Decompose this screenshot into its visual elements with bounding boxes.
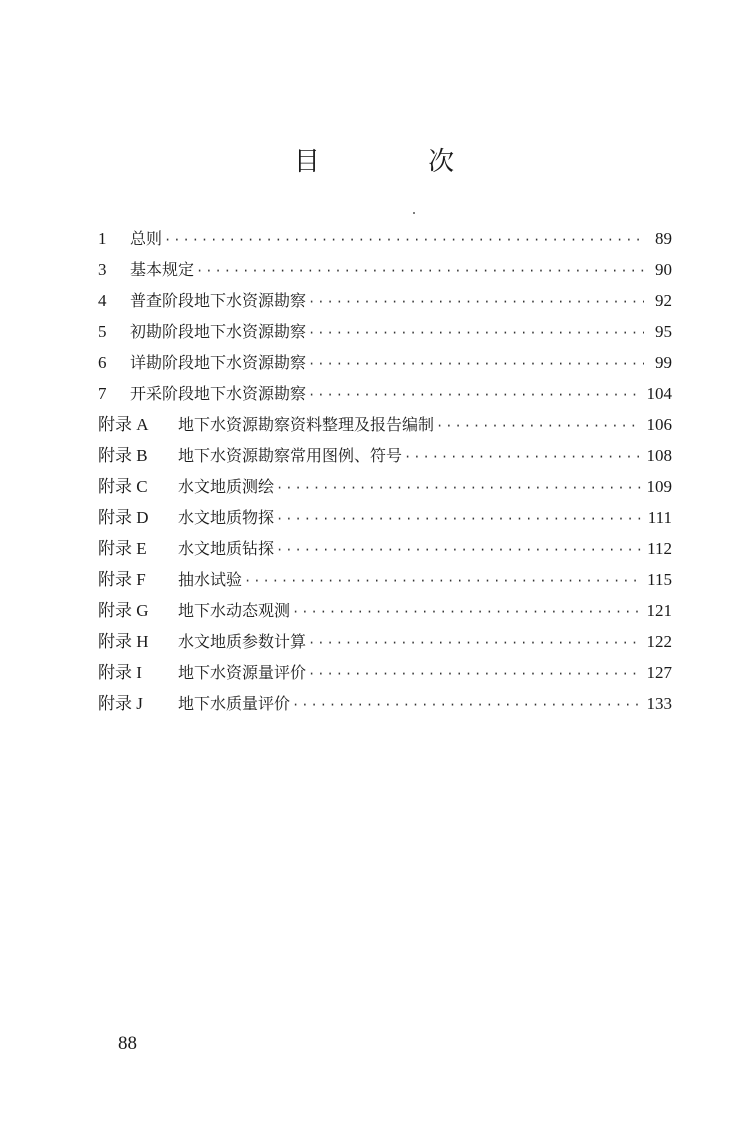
toc-entry-title: 详勘阶段地下水资源勘察 [130,353,307,372]
toc-entry-page: 92 [655,291,672,310]
toc-dot-leader [308,628,640,659]
toc-entry-page: 90 [655,260,672,279]
toc-entry[interactable] [98,657,672,688]
toc-entry-number: 附录 H [98,632,149,651]
toc-entry-page: 115 [647,570,672,589]
toc-entry-title: 地下水质量评价 [178,694,291,713]
toc-entry-title: 开采阶段地下水资源勘察 [130,384,307,403]
toc-dot-leader [292,690,640,721]
toc-entry-number: 附录 E [98,539,147,558]
toc-entry-page: 108 [646,446,672,465]
toc-entry-number: 附录 D [98,508,149,527]
toc-entry-page: 133 [646,694,672,713]
toc-entry[interactable] [98,316,672,347]
toc-dot-leader [276,535,641,566]
toc-entry[interactable] [98,285,672,316]
toc-entry-page: 89 [655,229,672,248]
toc-entry-number: 附录 B [98,446,148,465]
toc-dot-leader [196,256,644,287]
toc-dot-leader [308,287,644,318]
toc-entry[interactable] [98,564,672,595]
toc-entry-title: 水文地质物探 [178,508,275,527]
toc-entry[interactable] [98,223,672,254]
toc-entry[interactable] [98,254,672,285]
toc-entry-title: 地下水资源量评价 [178,663,307,682]
toc-entry-number: 6 [98,353,107,372]
table-of-contents [98,223,672,719]
toc-entry-title: 水文地质测绘 [178,477,275,496]
toc-dot-leader [276,504,642,535]
toc-dot-leader [244,566,641,597]
toc-entry-title: 基本规定 [130,260,195,279]
toc-entry-number: 附录 C [98,477,148,496]
toc-entry-page: 112 [647,539,672,558]
toc-entry-title: 抽水试验 [178,570,243,589]
toc-dot-leader [436,411,640,442]
toc-entry-page: 95 [655,322,672,341]
toc-entry-page: 109 [646,477,672,496]
toc-entry-number: 3 [98,260,107,279]
toc-entry-page: 106 [646,415,672,434]
toc-entry[interactable] [98,533,672,564]
page-number: 88 [118,1033,137,1054]
toc-entry[interactable] [98,471,672,502]
toc-dot-leader [164,225,644,256]
print-speck [413,212,415,214]
toc-entry[interactable] [98,595,672,626]
toc-entry[interactable] [98,626,672,657]
toc-entry-page: 122 [646,632,672,651]
toc-entry-title: 水文地质参数计算 [178,632,307,651]
toc-entry-title: 总则 [130,229,163,248]
toc-entry[interactable] [98,502,672,533]
toc-entry[interactable] [98,378,672,409]
toc-entry-title: 普查阶段地下水资源勘察 [130,291,307,310]
toc-entry[interactable] [98,347,672,378]
toc-dot-leader [308,659,640,690]
toc-dot-leader [276,473,640,504]
toc-entry-number: 附录 I [98,663,142,682]
toc-entry-title: 地下水动态观测 [178,601,291,620]
toc-entry-page: 127 [646,663,672,682]
toc-dot-leader [308,318,644,349]
toc-entry[interactable] [98,688,672,719]
page-title: 目 次 [293,147,505,177]
toc-entry-title: 地下水资源勘察资料整理及报告编制 [178,415,435,434]
toc-entry-page: 104 [646,384,672,403]
toc-entry-title: 水文地质钻探 [178,539,275,558]
toc-entry-title: 地下水资源勘察常用图例、符号 [178,446,403,465]
toc-dot-leader [404,442,640,473]
toc-dot-leader [308,349,644,380]
toc-entry-page: 99 [655,353,672,372]
toc-entry-number: 7 [98,384,107,403]
toc-entry-number: 5 [98,322,107,341]
toc-entry-number: 1 [98,229,107,248]
toc-dot-leader [292,597,640,628]
toc-entry-number: 附录 G [98,601,149,620]
toc-entry-number: 附录 A [98,415,149,434]
toc-entry-page: 111 [647,508,672,527]
toc-dot-leader [308,380,640,411]
toc-entry[interactable] [98,440,672,471]
toc-entry-title: 初勘阶段地下水资源勘察 [130,322,307,341]
toc-entry-number: 4 [98,291,107,310]
toc-entry-number: 附录 J [98,694,143,713]
toc-entry[interactable] [98,409,672,440]
toc-entry-page: 121 [646,601,672,620]
toc-entry-number: 附录 F [98,570,146,589]
